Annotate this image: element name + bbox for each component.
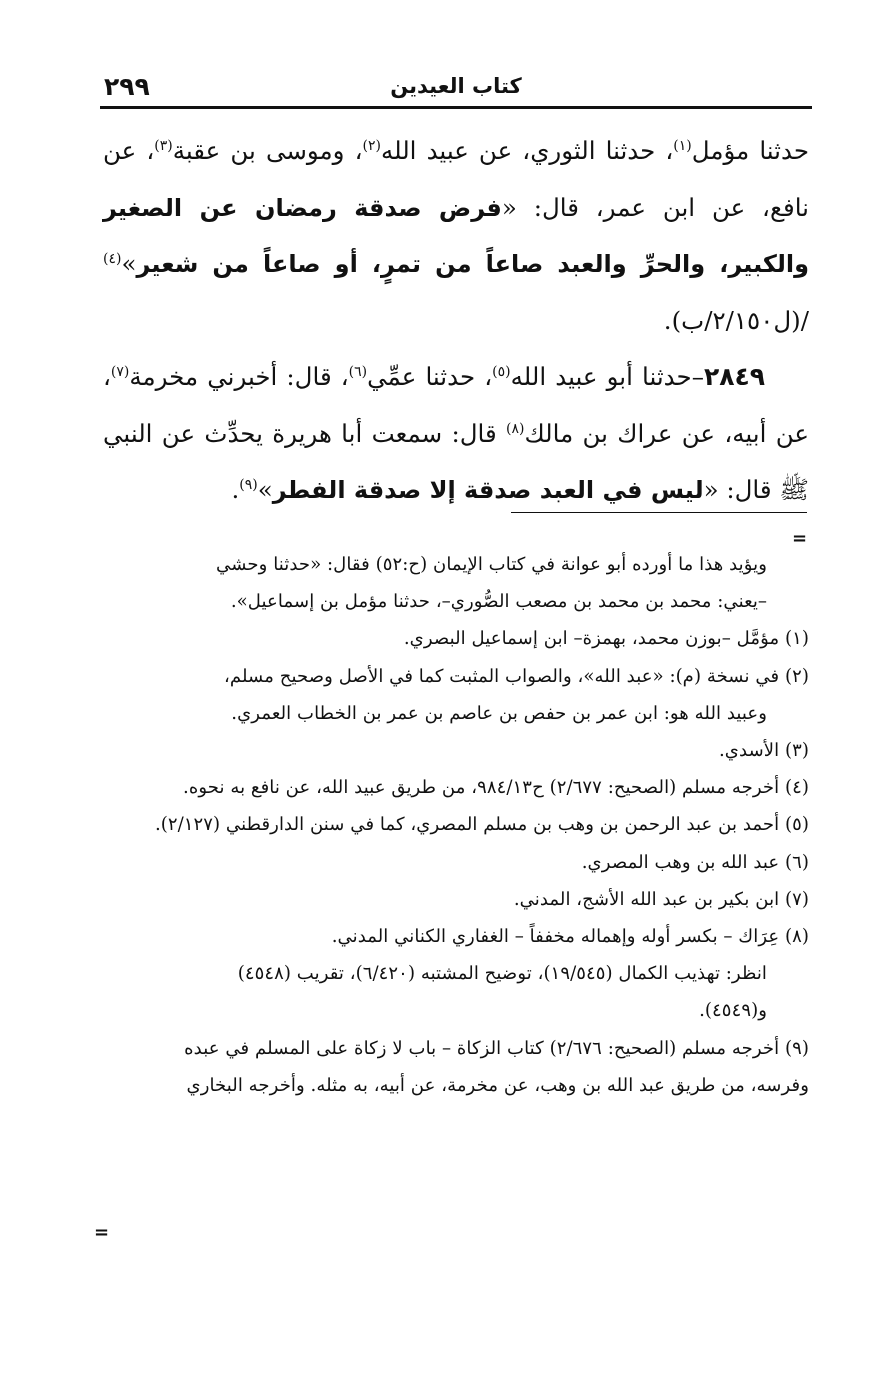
manuscript-ref: /(ل٢/١٥٠/ب). xyxy=(663,305,809,335)
footnote-separator xyxy=(511,512,807,513)
footnote-9: (٩) أخرجه مسلم (الصحيح: ٢/٦٧٦) كتاب الزكاة – باب لا زكاة على المسلم في عبده xyxy=(184,1037,809,1059)
footnote-ref: (٧) xyxy=(110,363,130,380)
footnotes xyxy=(103,546,809,1104)
text-run: » xyxy=(257,475,273,504)
footnote-9-line-2: وفرسه، من طريق عبد الله بن وهب، عن مخرمة، عن أبيه، به مثله. وأخرجه البخاري xyxy=(186,1074,809,1096)
footnote-5: (٥) أحمد بن عبد الرحمن بن وهب بن مسلم المصري، كما في سنن الدارقطني (٢/١٢٧). xyxy=(154,814,809,836)
footnote-ref: (٦) xyxy=(348,363,368,380)
footnote-continuation-line: –يعني: محمد بن محمد بن مصعب الصُّوري–، حدثنا مؤمل بن إسماعيل». xyxy=(230,591,767,613)
hadith-number: ٢٨٤٩ xyxy=(703,362,765,391)
text-run: ، حدثنا عمِّي xyxy=(367,362,493,391)
footnote-8: (٨) عِرَاك – بكسر أوله وإهماله مخففاً – الغفاري الكناني المدني. xyxy=(331,926,809,948)
main-text xyxy=(103,123,809,519)
continuation-mark-end: = xyxy=(94,1222,110,1243)
footnote-2: (٢) في نسخة (م): «عبد الله»، والصواب المثبت كما في الأصل وصحيح مسلم، xyxy=(224,665,809,687)
text-run: –حدثنا أبو عبيد الله xyxy=(510,362,704,391)
text-run: ، وموسى بن عقبة xyxy=(172,136,363,165)
footnote-7: (٧) ابن بكير بن عبد الله الأشج، المدني. xyxy=(513,888,809,910)
hadith-matn: ليس في العبد صدقة إلا صدقة الفطر xyxy=(272,476,704,504)
footnote-ref: (٥) xyxy=(492,363,511,380)
footnote-6: (٦) عبد الله بن وهب المصري. xyxy=(581,851,809,873)
text-run: ، عن أبيه، عن عراك بن مالك xyxy=(103,362,809,448)
hadith-paragraph-1 xyxy=(103,123,809,349)
footnote-1: (١) مؤمَّل –بوزن محمد، بهمزة– ابن إسماعيل البصري. xyxy=(403,628,809,650)
chapter-title: كتاب العيدين xyxy=(390,74,522,98)
footnote-ref: (٤) xyxy=(103,250,122,267)
footnote-4: (٤) أخرجه مسلم (الصحيح: ٢/٦٧٧) ح٩٨٤/١٣، من طريق عبيد الله، عن نافع به نحوه. xyxy=(183,777,809,799)
hadith-paragraph-2 xyxy=(103,349,809,519)
text-run: ، قال: أخبرني مخرمة xyxy=(129,362,349,391)
footnote-ref: (١) xyxy=(673,137,692,154)
footnote-ref: (٨) xyxy=(506,420,525,437)
text-run: قال: سمعت أبا هريرة يحدِّث عن النبي ﷺ قال: « xyxy=(103,418,809,504)
footnote-2-line-2: وعبيد الله هو: ابن عمر بن حفص بن عاصم بن عمر بن الخطاب العمري. xyxy=(231,702,767,724)
page-header xyxy=(100,70,812,104)
footnote-8-line-2: انظر: تهذيب الكمال (١٩/٥٤٥)، توضيح المشتبه (٦/٤٢٠)، تقريب (٤٥٤٨) xyxy=(237,963,767,985)
text-run: . xyxy=(231,475,240,504)
text-run: » xyxy=(121,249,137,278)
footnote-ref: (٢) xyxy=(362,137,381,154)
footnote-ref: (٣) xyxy=(154,137,173,154)
page-number: ٢٩٩ xyxy=(104,72,150,101)
text-run: ، عن نافع، عن ابن عمر، قال: « xyxy=(103,136,809,222)
footnote-3: (٣) الأسدي. xyxy=(719,740,809,762)
footnote-8-line-3: و(٤٥٤٩). xyxy=(699,1000,767,1022)
text-run: ، حدثنا الثوري، عن عبيد الله xyxy=(380,136,674,165)
text-run: حدثنا مؤمل xyxy=(691,136,809,165)
hadith-matn: فرض صدقة رمضان عن الصغير والكبير، والحرِّ والعبد صاعاً من تمرٍ، أو صاعاً من شعير xyxy=(103,193,809,278)
continuation-mark: = xyxy=(792,528,808,549)
footnote-continuation-line: ويؤيد هذا ما أورده أبو عوانة في كتاب الإيمان (ح:٥٢) فقال: «حدثنا وحشي xyxy=(216,554,767,575)
header-rule xyxy=(100,106,812,109)
footnote-ref: (٩) xyxy=(239,476,258,493)
